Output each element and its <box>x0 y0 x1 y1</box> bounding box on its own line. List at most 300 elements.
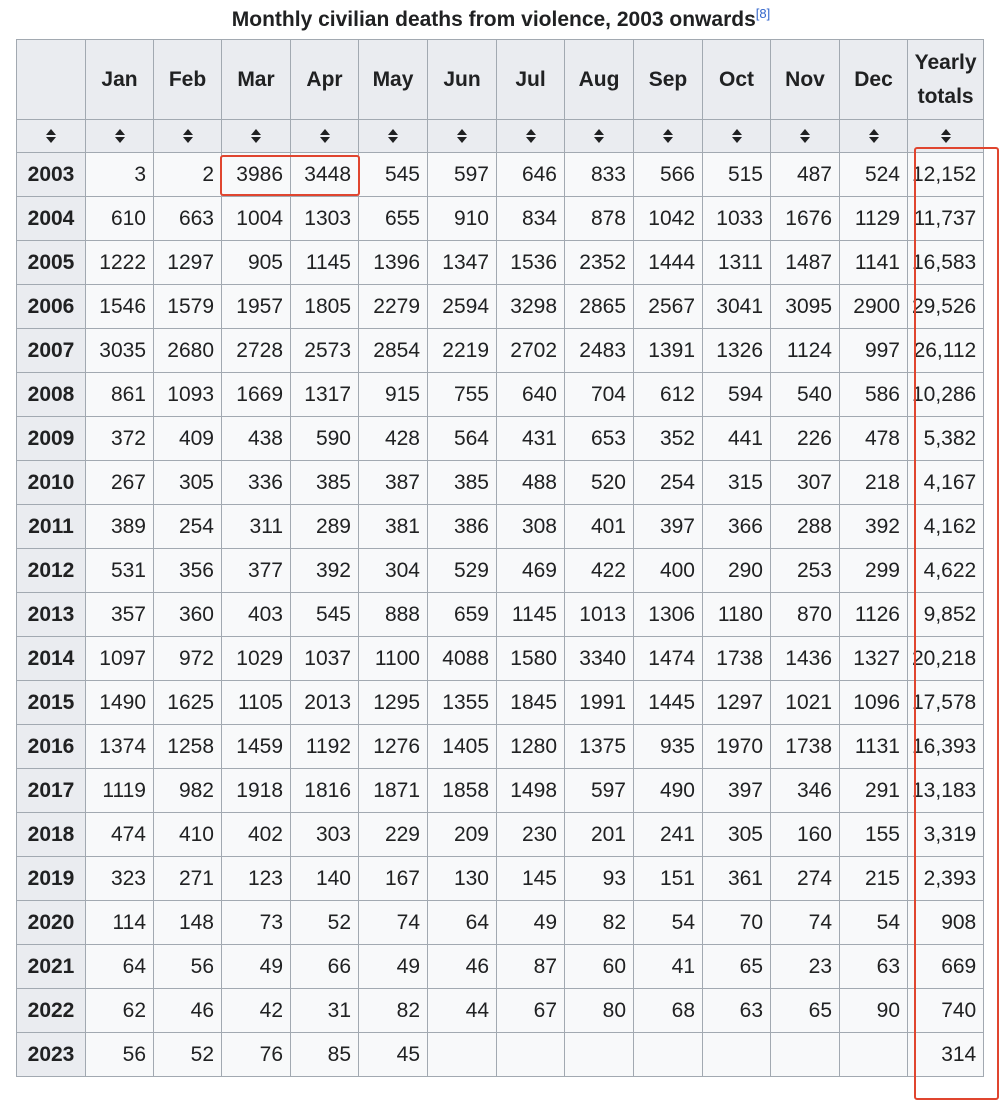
cell-may: 1276 <box>359 725 428 769</box>
sort-icon <box>387 129 399 143</box>
cell-yearly-total: 314 <box>908 1033 984 1077</box>
cell-nov: 870 <box>771 593 840 637</box>
cell-mar: 377 <box>222 549 291 593</box>
cell-yearly-total: 10,286 <box>908 373 984 417</box>
cell-jun: 385 <box>428 461 497 505</box>
cell-may: 387 <box>359 461 428 505</box>
cell-feb: 982 <box>154 769 222 813</box>
cell-may: 381 <box>359 505 428 549</box>
cell-may: 1100 <box>359 637 428 681</box>
cell-may: 229 <box>359 813 428 857</box>
column-header-apr: Apr <box>291 40 359 120</box>
row-header-year: 2016 <box>17 725 86 769</box>
table-row <box>17 505 984 549</box>
cell-nov: 1436 <box>771 637 840 681</box>
cell-dec: 1096 <box>840 681 908 725</box>
table-row <box>17 549 984 593</box>
sort-row <box>17 120 984 153</box>
row-header-year: 2020 <box>17 901 86 945</box>
cell-aug: 93 <box>565 857 634 901</box>
sort-icon <box>662 129 674 143</box>
cell-jul: 431 <box>497 417 565 461</box>
table-row <box>17 813 984 857</box>
cell-jun: 659 <box>428 593 497 637</box>
cell-mar: 1459 <box>222 725 291 769</box>
cell-oct <box>703 1033 771 1077</box>
cell-mar: 1669 <box>222 373 291 417</box>
cell-nov: 23 <box>771 945 840 989</box>
cell-apr: 303 <box>291 813 359 857</box>
cell-aug: 520 <box>565 461 634 505</box>
header-row <box>17 40 984 120</box>
cell-oct: 65 <box>703 945 771 989</box>
cell-jun <box>428 1033 497 1077</box>
sort-icon <box>799 129 811 143</box>
cell-may: 888 <box>359 593 428 637</box>
cell-feb: 360 <box>154 593 222 637</box>
cell-sep: 490 <box>634 769 703 813</box>
sort-icon <box>593 129 605 143</box>
cell-yearly-total: 11,737 <box>908 197 984 241</box>
cell-jun: 597 <box>428 153 497 197</box>
cell-jul: 1498 <box>497 769 565 813</box>
sort-button-yearly-totals[interactable] <box>908 120 984 153</box>
row-header-year: 2009 <box>17 417 86 461</box>
cell-sep: 151 <box>634 857 703 901</box>
cell-mar: 311 <box>222 505 291 549</box>
cell-apr: 2573 <box>291 329 359 373</box>
cell-nov: 487 <box>771 153 840 197</box>
sort-icon <box>114 129 126 143</box>
cell-oct: 515 <box>703 153 771 197</box>
sort-button-year[interactable] <box>17 120 86 153</box>
cell-apr: 1192 <box>291 725 359 769</box>
cell-may: 304 <box>359 549 428 593</box>
cell-feb: 1297 <box>154 241 222 285</box>
cell-mar: 336 <box>222 461 291 505</box>
cell-mar: 73 <box>222 901 291 945</box>
cell-dec: 218 <box>840 461 908 505</box>
table-row <box>17 945 984 989</box>
cell-sep: 397 <box>634 505 703 549</box>
cell-may: 2854 <box>359 329 428 373</box>
cell-jun: 2594 <box>428 285 497 329</box>
cell-apr: 1816 <box>291 769 359 813</box>
sort-icon <box>525 129 537 143</box>
cell-dec: 478 <box>840 417 908 461</box>
cell-jul: 67 <box>497 989 565 1033</box>
cell-nov: 160 <box>771 813 840 857</box>
cell-may: 45 <box>359 1033 428 1077</box>
cell-jun: 130 <box>428 857 497 901</box>
cell-yearly-total: 669 <box>908 945 984 989</box>
cell-dec: 63 <box>840 945 908 989</box>
column-header-feb: Feb <box>154 40 222 120</box>
table-row <box>17 989 984 1033</box>
cell-aug: 704 <box>565 373 634 417</box>
cell-nov: 65 <box>771 989 840 1033</box>
cell-nov: 226 <box>771 417 840 461</box>
row-header-year: 2012 <box>17 549 86 593</box>
cell-yearly-total: 20,218 <box>908 637 984 681</box>
cell-dec: 90 <box>840 989 908 1033</box>
row-header-year: 2013 <box>17 593 86 637</box>
cell-apr: 140 <box>291 857 359 901</box>
cell-feb: 1093 <box>154 373 222 417</box>
cell-jun: 2219 <box>428 329 497 373</box>
cell-jan: 1097 <box>86 637 154 681</box>
cell-jan: 531 <box>86 549 154 593</box>
cell-jun: 209 <box>428 813 497 857</box>
cell-may: 915 <box>359 373 428 417</box>
cell-sep: 1391 <box>634 329 703 373</box>
cell-apr: 2013 <box>291 681 359 725</box>
cell-jul: 1845 <box>497 681 565 725</box>
cell-nov: 346 <box>771 769 840 813</box>
cell-yearly-total: 29,526 <box>908 285 984 329</box>
cell-mar: 2728 <box>222 329 291 373</box>
cell-mar: 438 <box>222 417 291 461</box>
cell-aug: 201 <box>565 813 634 857</box>
cell-may: 1396 <box>359 241 428 285</box>
cell-sep: 566 <box>634 153 703 197</box>
cell-yearly-total: 17,578 <box>908 681 984 725</box>
cell-dec: 155 <box>840 813 908 857</box>
cell-nov: 307 <box>771 461 840 505</box>
cell-sep: 352 <box>634 417 703 461</box>
cell-aug: 422 <box>565 549 634 593</box>
cell-mar: 42 <box>222 989 291 1033</box>
cell-oct: 1326 <box>703 329 771 373</box>
cell-aug: 597 <box>565 769 634 813</box>
cell-apr: 1805 <box>291 285 359 329</box>
table-row <box>17 901 984 945</box>
cell-sep: 241 <box>634 813 703 857</box>
sort-button-aug[interactable] <box>565 120 634 153</box>
sort-button-sep[interactable] <box>634 120 703 153</box>
row-header-year: 2004 <box>17 197 86 241</box>
column-header-mar: Mar <box>222 40 291 120</box>
cell-dec: 2900 <box>840 285 908 329</box>
column-header-may: May <box>359 40 428 120</box>
cell-jul: 2702 <box>497 329 565 373</box>
cell-feb: 409 <box>154 417 222 461</box>
cell-may: 545 <box>359 153 428 197</box>
cell-may: 82 <box>359 989 428 1033</box>
cell-oct: 315 <box>703 461 771 505</box>
cell-nov: 1676 <box>771 197 840 241</box>
cell-oct: 441 <box>703 417 771 461</box>
cell-yearly-total: 16,393 <box>908 725 984 769</box>
cell-may: 428 <box>359 417 428 461</box>
cell-jan: 861 <box>86 373 154 417</box>
cell-mar: 1004 <box>222 197 291 241</box>
cell-dec <box>840 1033 908 1077</box>
cell-yearly-total: 5,382 <box>908 417 984 461</box>
cell-yearly-total: 3,319 <box>908 813 984 857</box>
cell-dec: 524 <box>840 153 908 197</box>
cell-jun: 64 <box>428 901 497 945</box>
cell-feb: 305 <box>154 461 222 505</box>
cell-sep: 1306 <box>634 593 703 637</box>
sort-button-mar[interactable] <box>222 120 291 153</box>
cell-jul: 1580 <box>497 637 565 681</box>
cell-aug: 80 <box>565 989 634 1033</box>
cell-dec: 1141 <box>840 241 908 285</box>
cell-dec: 291 <box>840 769 908 813</box>
cell-jul: 3298 <box>497 285 565 329</box>
cell-jul: 834 <box>497 197 565 241</box>
cell-jul: 488 <box>497 461 565 505</box>
row-header-year: 2006 <box>17 285 86 329</box>
cell-aug: 1991 <box>565 681 634 725</box>
row-header-year: 2010 <box>17 461 86 505</box>
cell-aug <box>565 1033 634 1077</box>
cell-may: 1295 <box>359 681 428 725</box>
cell-may: 49 <box>359 945 428 989</box>
cell-apr: 1303 <box>291 197 359 241</box>
cell-dec: 392 <box>840 505 908 549</box>
sort-button-nov[interactable] <box>771 120 840 153</box>
cell-yearly-total: 4,162 <box>908 505 984 549</box>
column-header-jul: Jul <box>497 40 565 120</box>
cell-jul: 230 <box>497 813 565 857</box>
sort-icon <box>45 129 57 143</box>
sort-icon <box>940 129 952 143</box>
cell-may: 74 <box>359 901 428 945</box>
cell-jun: 386 <box>428 505 497 549</box>
cell-dec: 54 <box>840 901 908 945</box>
cell-jun: 46 <box>428 945 497 989</box>
column-header-jan: Jan <box>86 40 154 120</box>
cell-may: 2279 <box>359 285 428 329</box>
cell-jan: 3035 <box>86 329 154 373</box>
cell-aug: 1013 <box>565 593 634 637</box>
cell-sep: 54 <box>634 901 703 945</box>
row-header-year: 2011 <box>17 505 86 549</box>
cell-oct: 1970 <box>703 725 771 769</box>
cell-oct: 397 <box>703 769 771 813</box>
citation-link[interactable]: [8] <box>755 6 771 21</box>
table-row <box>17 241 984 285</box>
cell-feb: 2680 <box>154 329 222 373</box>
cell-oct: 1738 <box>703 637 771 681</box>
table-row <box>17 417 984 461</box>
cell-jul: 49 <box>497 901 565 945</box>
cell-aug: 3340 <box>565 637 634 681</box>
cell-oct: 361 <box>703 857 771 901</box>
cell-yearly-total: 16,583 <box>908 241 984 285</box>
cell-oct: 1311 <box>703 241 771 285</box>
cell-mar: 1029 <box>222 637 291 681</box>
cell-oct: 1033 <box>703 197 771 241</box>
cell-aug: 82 <box>565 901 634 945</box>
cell-mar: 1957 <box>222 285 291 329</box>
cell-jul: 145 <box>497 857 565 901</box>
cell-jun: 44 <box>428 989 497 1033</box>
cell-may: 167 <box>359 857 428 901</box>
cell-jul: 308 <box>497 505 565 549</box>
corner-header <box>17 40 86 120</box>
cell-nov: 540 <box>771 373 840 417</box>
cell-mar: 3986 <box>222 153 291 197</box>
cell-mar: 76 <box>222 1033 291 1077</box>
cell-aug: 401 <box>565 505 634 549</box>
cell-oct: 1180 <box>703 593 771 637</box>
row-header-year: 2019 <box>17 857 86 901</box>
cell-sep: 935 <box>634 725 703 769</box>
sort-icon <box>731 129 743 143</box>
cell-jan: 323 <box>86 857 154 901</box>
cell-apr: 66 <box>291 945 359 989</box>
cell-jun: 4088 <box>428 637 497 681</box>
sort-button-dec[interactable] <box>840 120 908 153</box>
cell-nov: 1124 <box>771 329 840 373</box>
cell-yearly-total: 13,183 <box>908 769 984 813</box>
cell-sep: 254 <box>634 461 703 505</box>
cell-aug: 653 <box>565 417 634 461</box>
cell-dec: 1131 <box>840 725 908 769</box>
sort-button-jun[interactable] <box>428 120 497 153</box>
cell-may: 655 <box>359 197 428 241</box>
cell-jul: 640 <box>497 373 565 417</box>
cell-yearly-total: 740 <box>908 989 984 1033</box>
sort-icon <box>456 129 468 143</box>
cell-yearly-total: 9,852 <box>908 593 984 637</box>
sort-button-may[interactable] <box>359 120 428 153</box>
cell-yearly-total: 2,393 <box>908 857 984 901</box>
cell-aug: 60 <box>565 945 634 989</box>
table-row <box>17 681 984 725</box>
row-header-year: 2017 <box>17 769 86 813</box>
row-header-year: 2005 <box>17 241 86 285</box>
cell-yearly-total: 26,112 <box>908 329 984 373</box>
cell-oct: 70 <box>703 901 771 945</box>
sort-button-jan[interactable] <box>86 120 154 153</box>
cell-jan: 114 <box>86 901 154 945</box>
row-header-year: 2003 <box>17 153 86 197</box>
citation-superscript <box>756 6 770 21</box>
cell-jun: 529 <box>428 549 497 593</box>
cell-nov: 1738 <box>771 725 840 769</box>
table-row <box>17 461 984 505</box>
cell-mar: 402 <box>222 813 291 857</box>
cell-jul: 646 <box>497 153 565 197</box>
cell-nov: 3095 <box>771 285 840 329</box>
table-row <box>17 329 984 373</box>
column-header-dec: Dec <box>840 40 908 120</box>
cell-jan: 357 <box>86 593 154 637</box>
cell-jan: 3 <box>86 153 154 197</box>
cell-jan: 267 <box>86 461 154 505</box>
cell-mar: 905 <box>222 241 291 285</box>
cell-feb: 254 <box>154 505 222 549</box>
row-header-year: 2007 <box>17 329 86 373</box>
column-header-yearly-totals: Yearly totals <box>908 40 984 120</box>
table-row <box>17 637 984 681</box>
cell-feb: 1625 <box>154 681 222 725</box>
cell-feb: 52 <box>154 1033 222 1077</box>
cell-jul: 469 <box>497 549 565 593</box>
cell-dec: 1129 <box>840 197 908 241</box>
sort-button-apr[interactable] <box>291 120 359 153</box>
sort-button-feb[interactable] <box>154 120 222 153</box>
cell-nov: 253 <box>771 549 840 593</box>
cell-oct: 3041 <box>703 285 771 329</box>
cell-feb: 972 <box>154 637 222 681</box>
cell-jul: 1536 <box>497 241 565 285</box>
cell-apr: 1037 <box>291 637 359 681</box>
cell-jan: 610 <box>86 197 154 241</box>
cell-aug: 2483 <box>565 329 634 373</box>
cell-jan: 1546 <box>86 285 154 329</box>
cell-apr: 289 <box>291 505 359 549</box>
cell-apr: 590 <box>291 417 359 461</box>
cell-apr: 1145 <box>291 241 359 285</box>
sort-button-oct[interactable] <box>703 120 771 153</box>
cell-aug: 2352 <box>565 241 634 285</box>
cell-apr: 31 <box>291 989 359 1033</box>
cell-aug: 878 <box>565 197 634 241</box>
cell-jun: 1405 <box>428 725 497 769</box>
cell-jan: 62 <box>86 989 154 1033</box>
cell-mar: 1105 <box>222 681 291 725</box>
sort-button-jul[interactable] <box>497 120 565 153</box>
cell-dec: 1327 <box>840 637 908 681</box>
cell-feb: 1258 <box>154 725 222 769</box>
cell-jun: 564 <box>428 417 497 461</box>
cell-apr: 52 <box>291 901 359 945</box>
cell-aug: 1375 <box>565 725 634 769</box>
row-header-year: 2015 <box>17 681 86 725</box>
table-row <box>17 769 984 813</box>
cell-jan: 474 <box>86 813 154 857</box>
cell-nov <box>771 1033 840 1077</box>
cell-apr: 3448 <box>291 153 359 197</box>
column-header-oct: Oct <box>703 40 771 120</box>
cell-jul <box>497 1033 565 1077</box>
cell-yearly-total: 4,622 <box>908 549 984 593</box>
sort-icon <box>250 129 262 143</box>
cell-jul: 87 <box>497 945 565 989</box>
sort-icon <box>868 129 880 143</box>
cell-nov: 1021 <box>771 681 840 725</box>
table-body <box>17 153 984 1077</box>
cell-feb: 56 <box>154 945 222 989</box>
row-header-year: 2022 <box>17 989 86 1033</box>
table-row <box>17 153 984 197</box>
cell-feb: 663 <box>154 197 222 241</box>
cell-jan: 64 <box>86 945 154 989</box>
cell-sep: 1444 <box>634 241 703 285</box>
cell-apr: 385 <box>291 461 359 505</box>
cell-oct: 1297 <box>703 681 771 725</box>
cell-feb: 271 <box>154 857 222 901</box>
cell-dec: 215 <box>840 857 908 901</box>
cell-mar: 403 <box>222 593 291 637</box>
column-header-nov: Nov <box>771 40 840 120</box>
cell-dec: 1126 <box>840 593 908 637</box>
cell-jun: 755 <box>428 373 497 417</box>
cell-jan: 389 <box>86 505 154 549</box>
column-header-aug: Aug <box>565 40 634 120</box>
table-title: Monthly civilian deaths from violence, 2003 onwards <box>231 8 756 31</box>
table-row <box>17 1033 984 1077</box>
cell-may: 1871 <box>359 769 428 813</box>
cell-jul: 1280 <box>497 725 565 769</box>
cell-sep: 400 <box>634 549 703 593</box>
cell-mar: 49 <box>222 945 291 989</box>
